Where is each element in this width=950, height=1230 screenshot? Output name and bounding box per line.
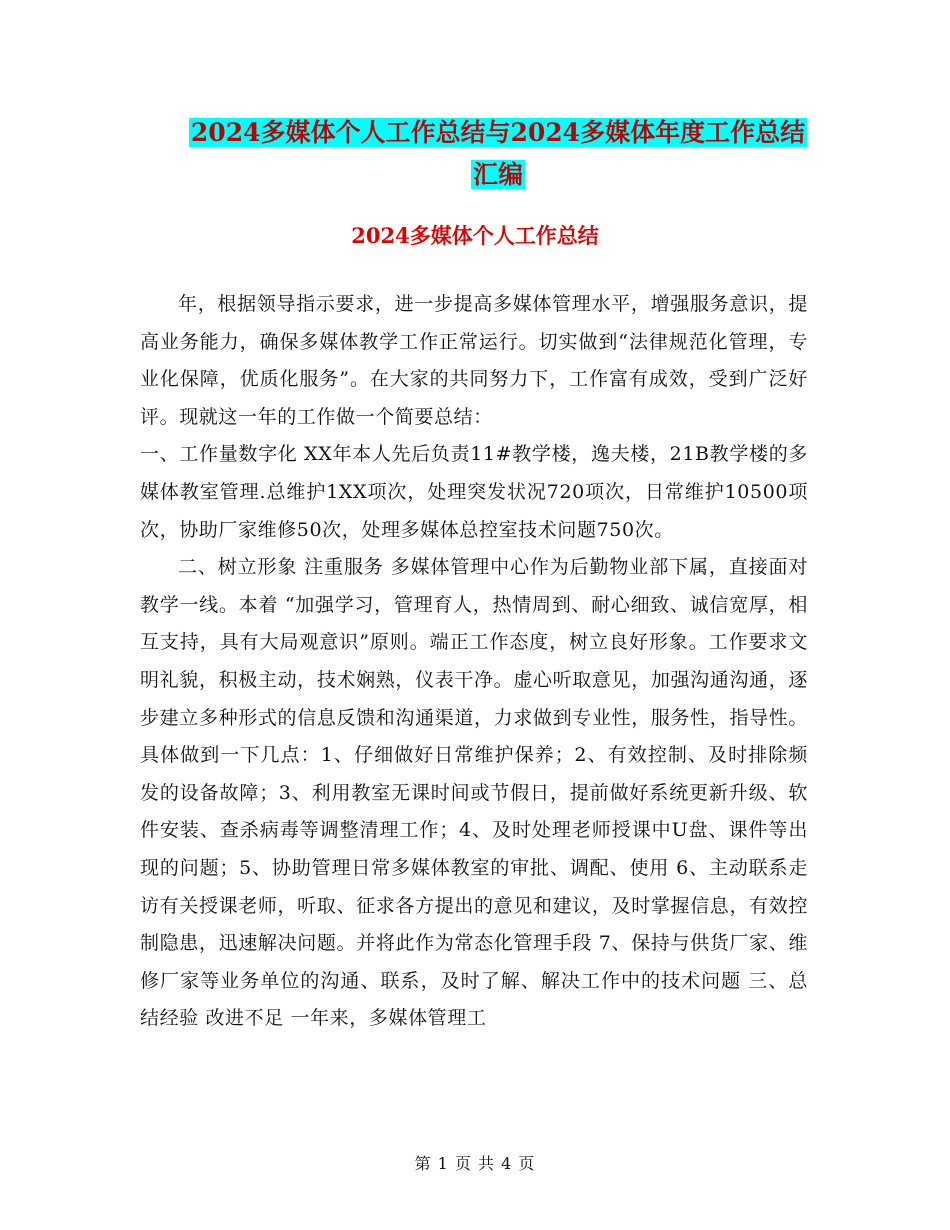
page-footer: 第 1 页 共 4 页 bbox=[414, 1154, 536, 1173]
paragraph-intro: 年，根据领导指示要求，进一步提高多媒体管理水平，增强服务意识，提高业务能力，确保多媒体教学工作正常运行。切实做到“法律规范化管理，专业化保障，优质化服务”。在大家的共同努力下，工作富有成效，受到广泛好评。现就这一年的工作做一个简要总结： bbox=[140, 293, 808, 428]
paragraph-workload: 一、工作量数字化 XX年本人先后负责11#教学楼，逸夫楼，21B教学楼的多媒体教室管理.总维护1XX项次，处理突发状况720项次，日常维护10500项次，协助厂家维修50次，处理多媒体总控室技术问题750次。 bbox=[140, 443, 808, 541]
section-title: 2024多媒体个人工作总结 bbox=[351, 223, 599, 248]
document-title-line1: 2024多媒体个人工作总结与2024多媒体年度工作总结 bbox=[190, 118, 806, 147]
document-title bbox=[140, 112, 856, 196]
body-text bbox=[140, 286, 808, 1038]
paragraph-service: 二、树立形象 注重服务 多媒体管理中心作为后勤物业部下属，直接面对教学一线。本着 “加强学习，管理育人，热情周到、耐心细致、诚信宽厚，相互支持，具有大局观意识”原则。端正工作态度，树立良好形象。工作要求文明礼貌，积极主动，技术娴熟，仪表干净。虚心听取意见，加强沟通沟通，逐步建立多种形式的信息反馈和沟通渠道，力求做到专业性，服务性，指导性。具体做到一下几点：1、仔细做好日常维护保养；2、有效控制、及时排除频发的设备故障；3、利用教室无课时间或节假日，提前做好系统更新升级、软件安装、查杀病毒等调整清理工作；4、及时处理老师授课中U盘、课件等出现的问题；5、协助管理日常多媒体教室的审批、调配、使用 6、主动联系走访有关授课老师，听取、征求各方提出的意见和建议，及时掌握信息，有效控制隐患，迅速解决问题。并将此作为常态化管理手段 7、保持与供货厂家、维修厂家等业务单位的沟通、联系，及时了解、解决工作中的技术问题 三、总结经验 改进不足 一年来，多媒体管理工 bbox=[140, 556, 808, 1030]
document-title-line2: 汇编 bbox=[472, 160, 523, 189]
